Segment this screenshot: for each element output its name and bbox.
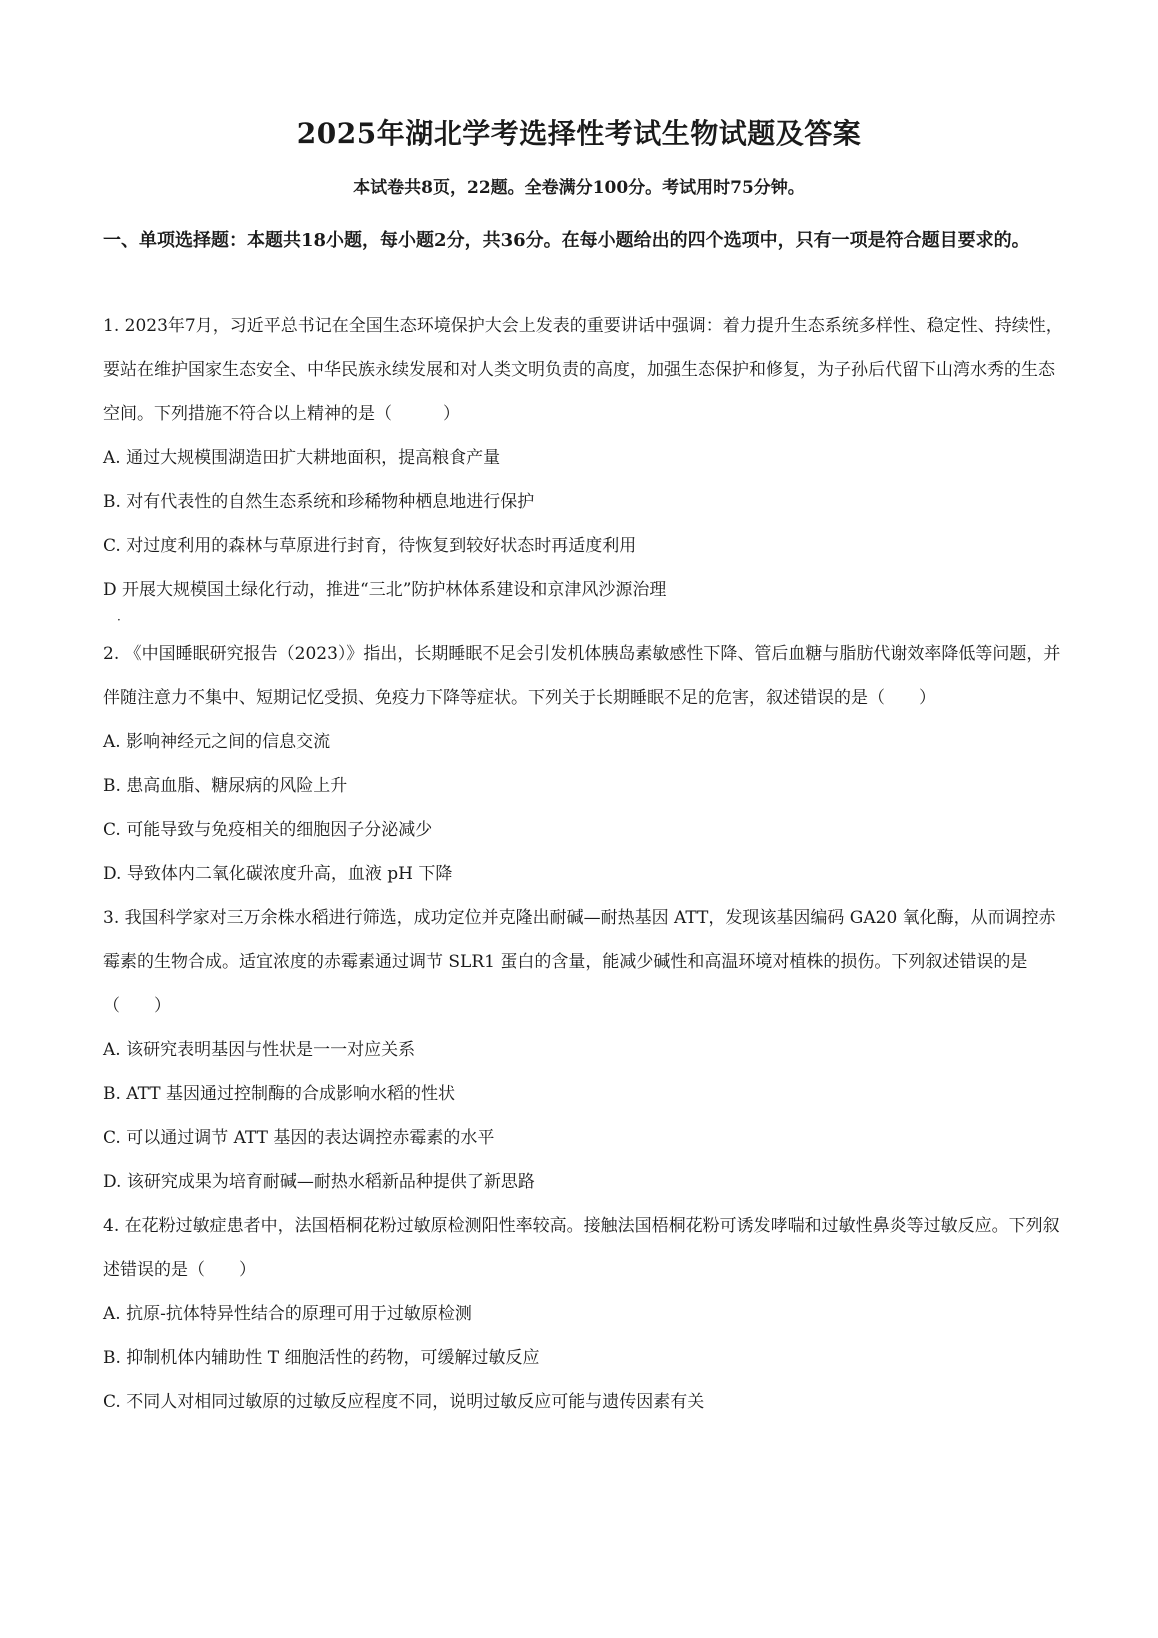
question-stem: 1. 2023年7月，习近平总书记在全国生态环境保护大会上发表的重要讲话中强调：着力提升生态系统多样性、稳定性、持续性，要站在维护国家生态安全、中华民族永续发展和对人类文明负责的高度，加强生态保护和修复，为子孙后代留下山湾水秀的生态空间。下列措施不符合以上精神的是（ ） [103,316,1063,424]
section-heading: 一、单项选择题：本题共18小题，每小题2分，共36分。在每小题给出的四个选项中，只有一项是符合题目要求的。 [103,230,1030,251]
option-a: A. 通过大规模围湖造田扩大耕地面积，提高粮食产量 [103,448,501,468]
option-d: D 开展大规模国土绿化行动，推进“三北”防护林体系建设和京津风沙源治理 [103,580,667,600]
question-4 [103,1204,1063,1424]
option-c: C. 不同人对相同过敏原的过敏反应程度不同，说明过敏反应可能与遗传因素有关 [103,1392,705,1412]
option-a: A. 抗原-抗体特异性结合的原理可用于过敏原检测 [103,1304,472,1324]
option-c: C. 可以通过调节 ATT 基因的表达调控赤霉素的水平 [103,1128,495,1148]
exam-info: 本试卷共8页，22题。全卷满分100分。考试用时75分钟。 [353,178,805,198]
option-b: B. ATT 基因通过控制酶的合成影响水稻的性状 [103,1084,456,1104]
option-a: A. 影响神经元之间的信息交流 [103,732,331,752]
option-a: A. 该研究表明基因与性状是一一对应关系 [103,1040,416,1060]
document-title: 2025年湖北学考选择性考试生物试题及答案 [296,117,862,150]
question-stem: 3. 我国科学家对三万余株水稻进行筛选，成功定位并克隆出耐碱—耐热基因 ATT，发现该基因编码 GA20 氧化酶，从而调控赤霉素的生物合成。适宜浓度的赤霉素通过调节 SLR1 蛋白的含量，能减少碱性和高温环境对植株的损伤。下列叙述错误的是（ ） [103,908,1056,1016]
question-3 [103,896,1063,1204]
question-2 [103,632,1063,896]
option-b: B. 对有代表性的自然生态系统和珍稀物种栖息地进行保护 [103,492,535,512]
question-stem: 4. 在花粉过敏症患者中，法国梧桐花粉过敏原检测阳性率较高。接触法国梧桐花粉可诱发哮喘和过敏性鼻炎等过敏反应。下列叙述错误的是（ ） [103,1216,1060,1280]
option-c: C. 可能导致与免疫相关的细胞因子分泌减少 [103,820,433,840]
option-b: B. 患高血脂、糖尿病的风险上升 [103,776,348,796]
option-b: B. 抑制机体内辅助性 T 细胞活性的药物，可缓解过敏反应 [103,1348,540,1368]
stray-dot: · [117,613,121,627]
option-d: D. 该研究成果为培育耐碱—耐热水稻新品种提供了新思路 [103,1172,535,1192]
question-stem: 2. 《中国睡眠研究报告（2023）》指出，长期睡眠不足会引发机体胰岛素敏感性下降、管后血糖与脂肪代谢效率降低等问题，并伴随注意力不集中、短期记忆受损、免疫力下降等症状。下列关于长期睡眠不足的危害，叙述错误的是（ ） [103,644,1061,708]
option-d: D. 导致体内二氧化碳浓度升高，血液 pH 下降 [103,864,453,884]
option-c: C. 对过度利用的森林与草原进行封育，待恢复到较好状态时再适度利用 [103,536,637,556]
questions-list [103,304,1063,1424]
question-1 [103,304,1063,612]
